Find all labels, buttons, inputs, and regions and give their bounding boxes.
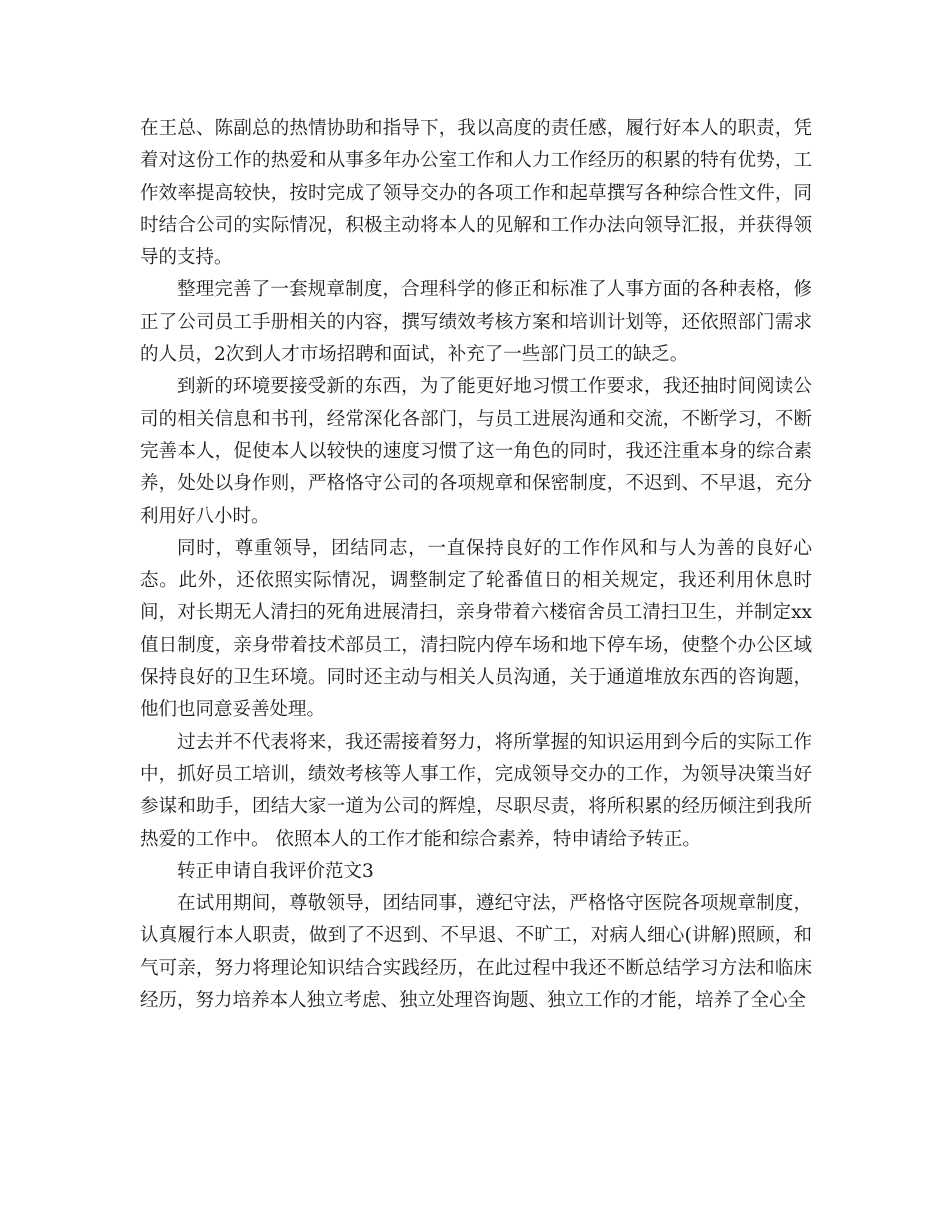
paragraph-3: 到新的环境要接受新的东西，为了能更好地习惯工作要求，我还抽时间阅读公司的相关信息和书刊，经常深化各部门，与员工进展沟通和交流，不断学习，不断完善本人，促使本人以较快的速度习惯了这一角色的同时，我还注重本身的综合素养，处处以身作则，严格恪守公司的各项规章和保密制度，不迟到、不早退，充分利用好八小时。 (140, 376, 812, 527)
paragraph-1: 在王总、陈副总的热情协助和指导下，我以高度的责任感，履行好本人的职责，凭着对这份工作的热爱和从事多年办公室工作和人力工作经历的积累的特有优势，工作效率提高较快，按时完成了领导交办的各项工作和起草撰写各种综合性文件，同时结合公司的实际情况，积极主动将本人的见解和工作办法向领导汇报，并获得领导的支持。 (140, 118, 812, 269)
paragraph-6: 在试用期间，尊敬领导，团结同事，遵纪守法，严格恪守医院各项规章制度，认真履行本人职责，做到了不迟到、不早退、不旷工，对病人细心(讲解)照顾，和气可亲，努力将理论知识结合实践经历，在此过程中我还不断总结学习方法和临床经历，努力培养本人独立考虑、独立处理咨询题、独立工作的才能，培养了全心全 (140, 893, 812, 1012)
paragraph-4: 同时，尊重领导，团结同志，一直保持良好的工作作风和与人为善的良好心态。此外，还依照实际情况，调整制定了轮番值日的相关规定，我还利用休息时间，对长期无人清扫的死角进展清扫，亲身带着六楼宿舍员工清扫卫生，并制定xx值日制度，亲身带着技术部员工，清扫院内停车场和地下停车场，使整个办公区域保持良好的卫生环境。同时还主动与相关人员沟通，关于通道堆放东西的咨询题，他们也同意妥善处理。 (140, 537, 812, 721)
document-body (140, 113, 812, 1017)
section-heading: 转正申请自我评价范文3 (177, 860, 374, 882)
paragraph-5: 过去并不代表将来，我还需接着努力，将所掌握的知识运用到今后的实际工作中，抓好员工培训，绩效考核等人事工作，完成领导交办的工作，为领导决策当好参谋和助手，团结大家一道为公司的辉煌，尽职尽责，将所积累的经历倾注到我所热爱的工作中。 依照本人的工作才能和综合素养，特申请给予转正。 (140, 731, 812, 850)
paragraph-2: 整理完善了一套规章制度，合理科学的修正和标准了人事方面的各种表格，修正了公司员工手册相关的内容，撰写绩效考核方案和培训计划等，还依照部门需求的人员，2次到人才市场招聘和面试，补充了一些部门员工的缺乏。 (140, 279, 812, 366)
